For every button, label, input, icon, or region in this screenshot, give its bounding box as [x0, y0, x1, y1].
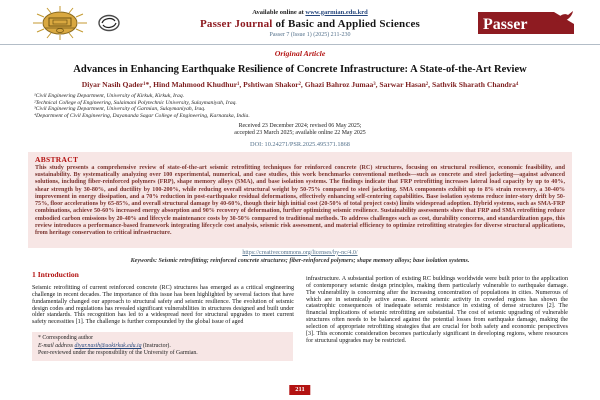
right-column [306, 270, 568, 361]
corresponding-author-note: * Corresponding author [38, 335, 94, 342]
two-column-body [0, 270, 600, 361]
affiliations-list [34, 93, 600, 120]
university-emblem-logo [32, 5, 88, 41]
received-dates [0, 123, 600, 138]
article-title: Advances in Enhancing Earthquake Resilience of Concrete Infrastructure: A State-of-the-Art Review [73, 64, 527, 75]
journal-header [0, 0, 600, 45]
page-number-badge: 211 [289, 385, 310, 395]
email-prefix: E-mail address [38, 342, 75, 349]
available-online-line [150, 9, 470, 16]
email-suffix: (Instructor). [141, 342, 171, 349]
received-line-1: Received 23 December 2024; revised 06 May 2025; [238, 122, 362, 129]
left-column [32, 270, 294, 361]
journal-title-accent: Passer Journal [199, 17, 273, 30]
available-online-label: Available online at [252, 8, 304, 16]
header-right-logo [470, 11, 574, 35]
garmian-url-link[interactable]: www.garmian.edu.krd [305, 8, 368, 16]
footnote-box [32, 332, 293, 361]
header-text-block [150, 9, 470, 38]
intro-text-left: Seismic retrofitting of current reinforced concrete (RC) structures has emerged as a critical engineering challenge in recent decades. The importance of this issue has been highlighted by several factors that have fundamentally changed our approach to structural safety and seismic resilience. The evolution of seismic design codes and regulations has revealed significant vulnerabilities in structures designed and built under older standards. This recognition has led to a widespread need for structural upgrades to meet current safety necessities [1]. The challenge is further compounded by the global issue of aged [32, 284, 294, 326]
doi-line: DOI: 10.24271/PSR.2025.495371.1868 [250, 140, 350, 148]
passer-logo [478, 11, 574, 35]
intro-text-right: infrastructure. A substantial portion of existing RC buildings worldwide were built prior to the application of contemporary seismic design principles, making them particularly vulnerable to earthquake damage. The vulnerability is concerning after the increasing concentration of populations in cities. Numerous of which are in seismically active areas. Recent seismic activity in crowded regions has shown the catastrophic consequences of inadequate seismic resistance in existing of dense structures [2]. The financial implications of seismic retrofitting are substantial. The cost of seismic upgrading of vulnerable structures often needs to be balanced against the potential losses from earthquake damage, making the selection of appropriate retrofitting strategies that are crucial for both safety and economic perspectives [3]. This economic consideration becomes particularly significant in developing regions, where resources for structural upgrades may be restricted. [306, 275, 568, 344]
journal-swirl-logo [97, 14, 121, 32]
affiliation-item: ⁴Department of Civil Engineering, Dayananda Sagar College of Engineering, Karnataka, India. [34, 113, 250, 120]
peer-review-note: Peer-reviewed under the responsibility of the University of Garmian. [38, 350, 198, 357]
article-type-label: Original Article [274, 49, 326, 58]
authors-line: Diyar Nasih Qader¹*, Hind Mahmood Khudhur¹, Pshtiwan Shakor², Ghazi Bahroz Jumaa³, Sarwar Hasan², Sathvik Sharath Chandra⁴ [81, 80, 519, 90]
received-line-2: accepted 23 March 2025; available online 22 May 2025 [234, 130, 366, 137]
passer-logo-text: Passer [483, 16, 528, 33]
header-left-logos [32, 5, 150, 41]
issue-info: Passer 7 (Issue 1) (2025) 211-230 [269, 31, 351, 38]
journal-title [150, 18, 470, 30]
abstract-heading: ABSTRACT [35, 154, 79, 164]
section-heading-introduction: 1 Introduction [32, 269, 79, 279]
abstract-text: This study presents a comprehensive review of state-of-the-art seismic retrofitting techniques for reinforced concrete (RC) structures, focusing on structural resilience, economic feasibility, and sustainability. By systematically analyzing over 100 experimental, numerical, and case studies, this work benchmarks conventional methods—such as concrete and steel jacketing—against advanced solutions, including fiber-reinforced polymers (FRP), shape memory alloys (SMA), and base isolation systems. The findings indicate that FRP retrofitting increases lateral load capacity by up to 40%, shear strength by 30-80%, and ductility by 100-200%, while reducing overall structural weight by 50-75% compared to steel jacketing. SMA components exhibit up to 8% strain recovery, a 30-40% improvement in energy dissipation, and a 70% reduction in post-earthquake residual deformations, effectively enhancing self-centering capabilities. Base isolation systems reduce inter-story drift by 50-75%, floor accelerations by 65-85%, and overall structural damage by 40-60%, though their high initial cost (20-50% of total project costs) limits widespread adoption. Hybrid systems, such as SMA-FRP combinations, achieve 50-60% increased energy absorption and 90% recovery of deformation, further optimizing seismic resilience. Sustainability assessments show that FRP and SMA retrofitting reduce embodied carbon emissions by 20-40% and lifecycle maintenance costs by 30-50% compared to traditional methods. To address challenges such as cost, durability concerns, and standardization gaps, this review introduces a performance-based framework integrating lifecycle cost analysis, seismic risk assessment, and material efficiency to optimize retrofitting strategies for diverse structural applications, from heritage conservation to critical infrastructure. [35, 164, 565, 237]
email-link[interactable]: diyar.nasih@uokirkuk.edu.iq [74, 342, 142, 349]
abstract-section [28, 152, 572, 248]
affiliation-item: ¹Civil Engineering Department, University of Kirkuk, Kirkuk, Iraq. [34, 93, 185, 100]
keywords-line: Keywords: Seismic retrofitting; reinforced concrete structures; fiber-reinforced polymers; shape memory alloys; base isolation systems. [130, 257, 470, 264]
affiliation-item: ³Civil Engineering Department, University of Garmian, Sulaymaniyah, Iraq. [34, 106, 206, 113]
license-link[interactable]: https://creativecommons.org/licenses/by-nc/4.0/ [242, 249, 358, 256]
affiliation-item: ²Technical College of Engineering, Sulaimani Polytechnic University, Sulaymaniyah, Iraq. [34, 99, 237, 106]
journal-title-rest: of Basic and Applied Sciences [272, 17, 421, 30]
